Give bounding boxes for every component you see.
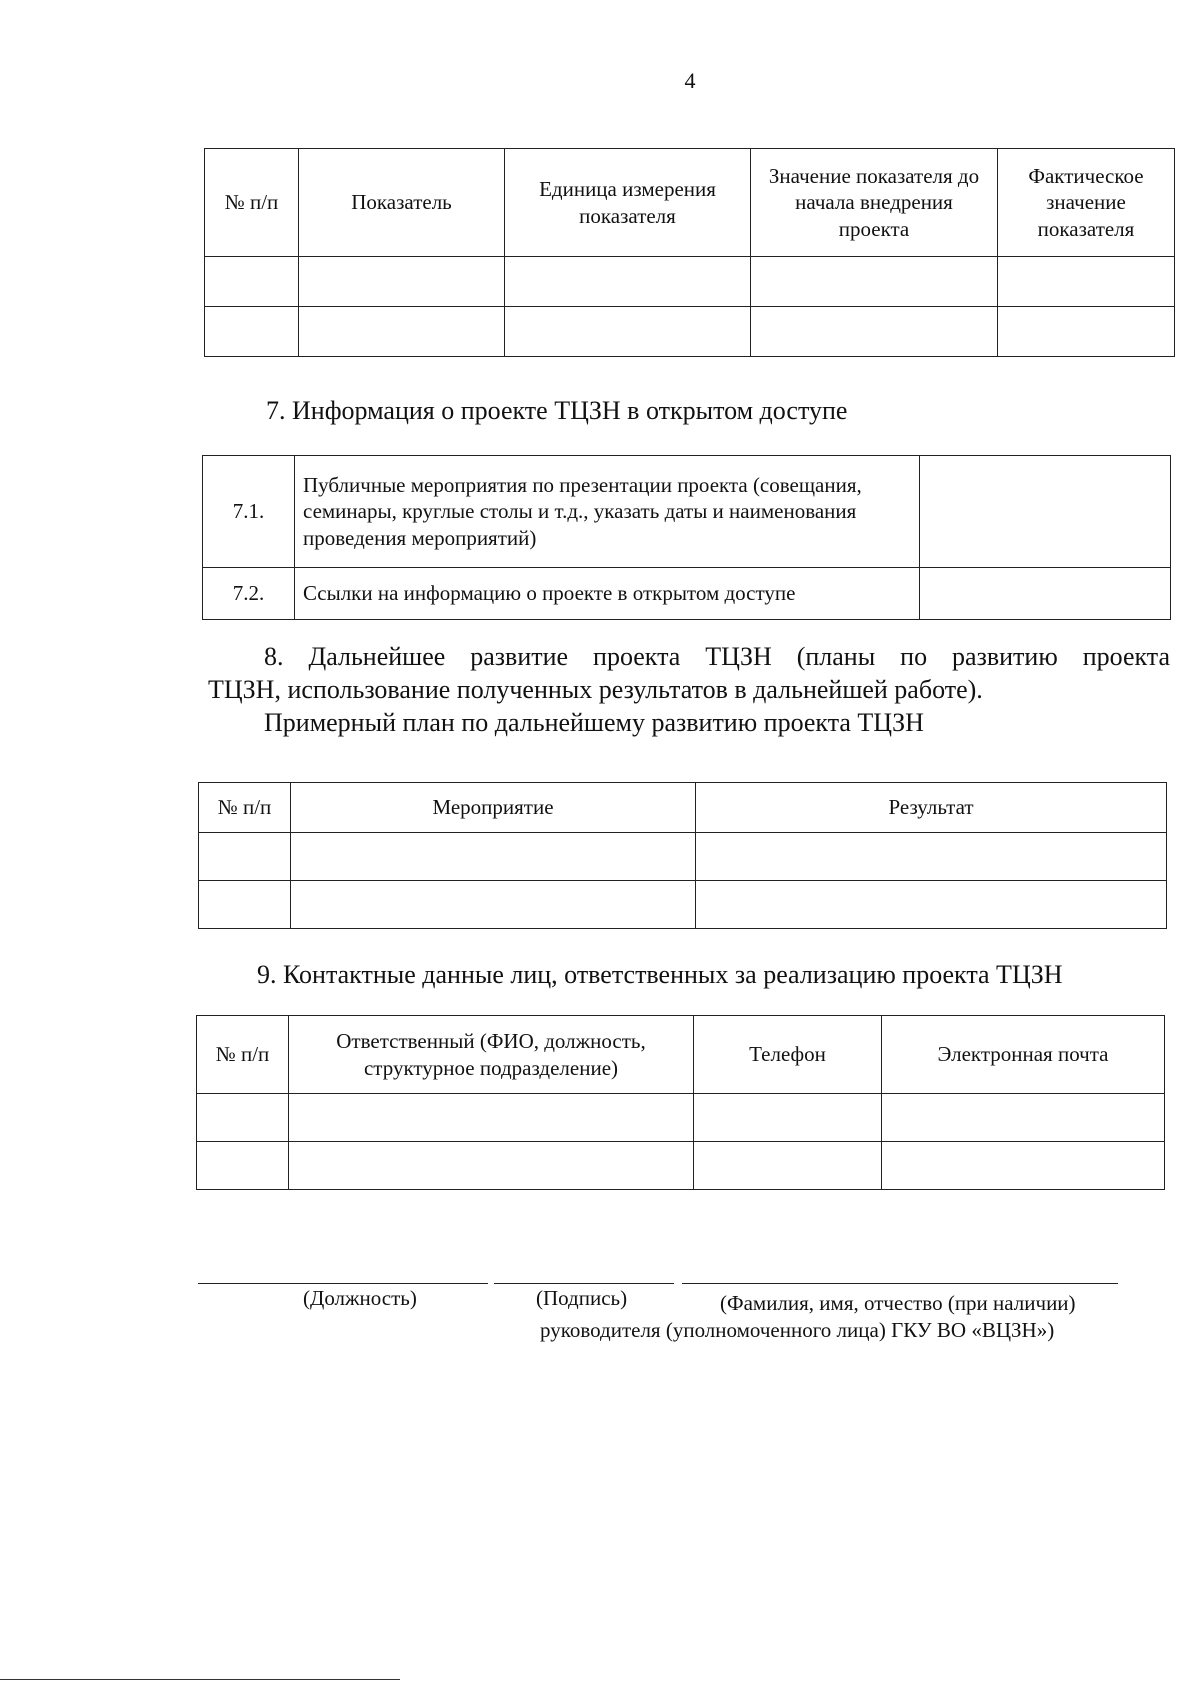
table-row — [205, 307, 1175, 357]
name-label-line2: руководителя (уполномоченного лица) ГКУ ВО «ВЦЗН») — [540, 1318, 1055, 1342]
name-label-line1: (Фамилия, имя, отчество (при наличии) — [720, 1291, 1076, 1315]
indicators-table — [204, 148, 1175, 357]
table-cell — [505, 307, 751, 357]
table-cell — [299, 257, 505, 307]
table-row — [203, 456, 1171, 568]
table-cell — [696, 881, 1167, 929]
row-description: Ссылки на информацию о проекте в открытом доступе — [295, 568, 920, 620]
section7-title: 7. Информация о проекте ТЦЗН в открытом доступе — [266, 396, 848, 425]
section8-title-line2: ТЦЗН, использование полученных результатов в дальнейшей работе). — [208, 675, 983, 704]
table-cell — [291, 881, 696, 929]
table-header-row — [199, 783, 1167, 833]
table-cell — [299, 307, 505, 357]
table-cell — [751, 307, 998, 357]
section8-title-line1: 8. Дальнейшее развитие проекта ТЦЗН (планы по развитию проекта — [264, 642, 1170, 671]
header-cell: Результат — [696, 783, 1167, 833]
row-value — [920, 568, 1171, 620]
name-line — [682, 1283, 1118, 1284]
table-cell — [751, 257, 998, 307]
section7-table — [202, 455, 1171, 620]
header-cell: Телефон — [694, 1016, 882, 1094]
row-number: 7.2. — [203, 568, 295, 620]
section8-table — [198, 782, 1167, 929]
position-label: (Должность) — [303, 1286, 417, 1310]
position-line — [198, 1283, 488, 1284]
signature-line — [494, 1283, 674, 1284]
table-cell — [197, 1142, 289, 1190]
header-cell: Электронная почта — [882, 1016, 1165, 1094]
section8-title — [208, 640, 1170, 739]
footer-rule — [0, 1679, 400, 1680]
section9-title: 9. Контактные данные лиц, ответственных за реализацию проекта ТЦЗН — [257, 960, 1063, 989]
table-cell — [882, 1142, 1165, 1190]
row-description: Публичные мероприятия по презентации проекта (совещания, семинары, круглые столы и т.д., указать даты и наименования проведения мероприятий) — [295, 456, 920, 568]
table-cell — [505, 257, 751, 307]
table-cell — [998, 307, 1175, 357]
table-cell — [694, 1094, 882, 1142]
header-cell: Единица измерения показателя — [505, 149, 751, 257]
table-cell — [998, 257, 1175, 307]
header-cell: Ответственный (ФИО, должность, структурное подразделение) — [289, 1016, 694, 1094]
table-row — [197, 1142, 1165, 1190]
header-cell: № п/п — [205, 149, 299, 257]
table-header-row — [197, 1016, 1165, 1094]
header-cell: № п/п — [197, 1016, 289, 1094]
table-cell — [291, 833, 696, 881]
table-row — [199, 881, 1167, 929]
table-row — [199, 833, 1167, 881]
table-cell — [289, 1142, 694, 1190]
signature-label: (Подпись) — [536, 1286, 628, 1310]
section8-subtitle: Примерный план по дальнейшему развитию проекта ТЦЗН — [264, 708, 924, 737]
table-cell — [205, 307, 299, 357]
header-cell: Показатель — [299, 149, 505, 257]
header-cell: Фактическое значение показателя — [998, 149, 1175, 257]
header-cell: № п/п — [199, 783, 291, 833]
table-row — [197, 1094, 1165, 1142]
table-row — [203, 568, 1171, 620]
table-cell — [197, 1094, 289, 1142]
table-cell — [882, 1094, 1165, 1142]
row-number: 7.1. — [203, 456, 295, 568]
row-value — [920, 456, 1171, 568]
page-number: 4 — [684, 68, 696, 93]
header-cell: Мероприятие — [291, 783, 696, 833]
header-cell: Значение показателя до начала внедрения проекта — [751, 149, 998, 257]
table-cell — [696, 833, 1167, 881]
section9-table — [196, 1015, 1165, 1190]
table-cell — [694, 1142, 882, 1190]
table-cell — [205, 257, 299, 307]
table-header-row — [205, 149, 1175, 257]
table-row — [205, 257, 1175, 307]
table-cell — [199, 833, 291, 881]
table-cell — [199, 881, 291, 929]
table-cell — [289, 1094, 694, 1142]
